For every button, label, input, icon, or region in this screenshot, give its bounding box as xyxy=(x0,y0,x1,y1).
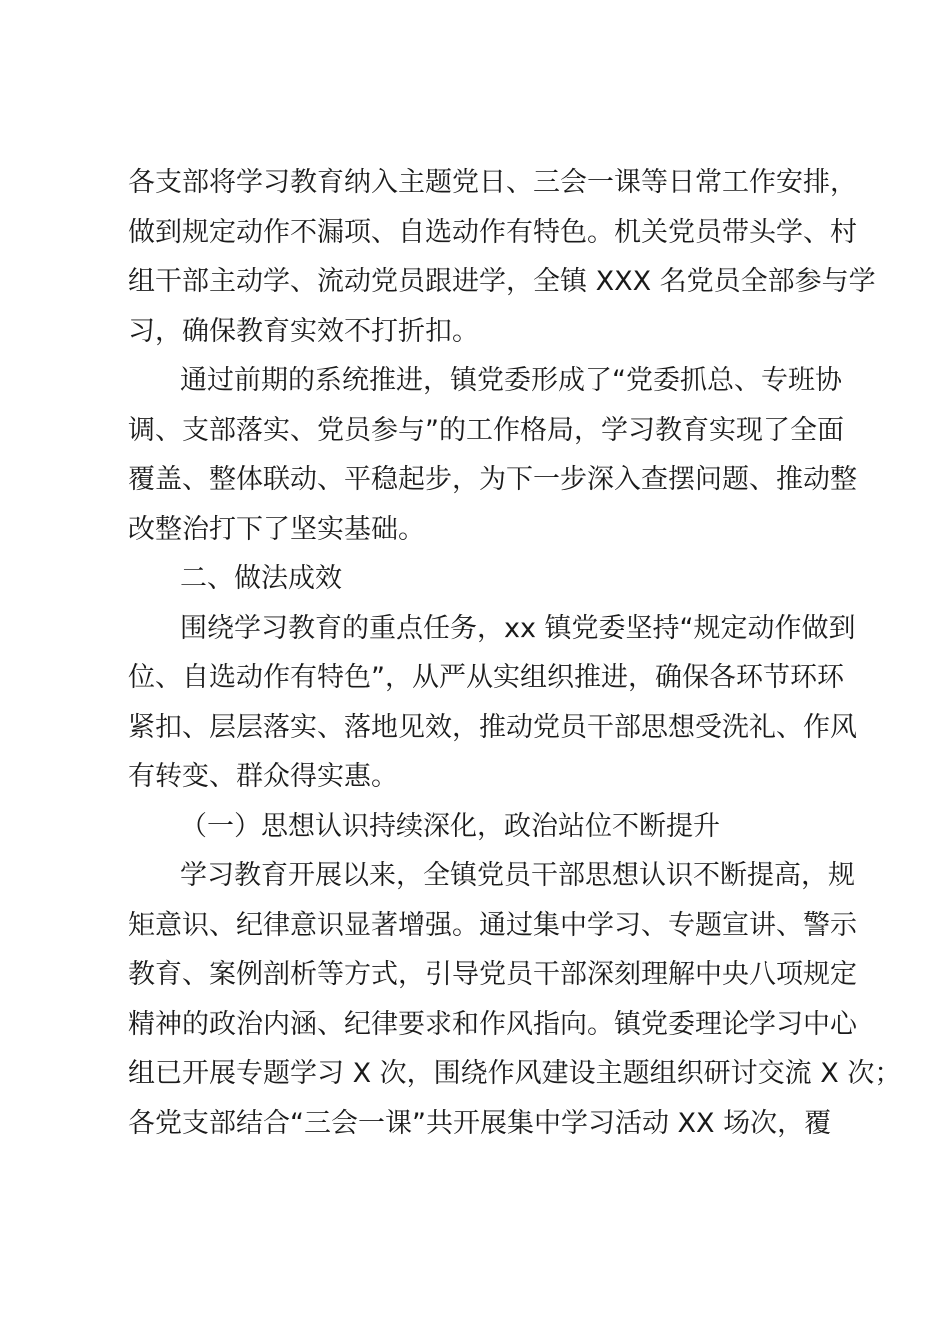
text-line: 精神的政治内涵、纪律要求和作风指向。镇党委理论学习中心 xyxy=(128,1008,857,1040)
text-line: 组已开展专题学习 X 次，围绕作风建设主题组织研讨交流 X 次； xyxy=(128,1058,902,1089)
text-line: 组干部主动学、流动党员跟进学，全镇 XXX 名党员全部参与学 xyxy=(128,266,876,297)
document-page xyxy=(128,158,902,1148)
subsection-heading: （一）思想认识持续深化，政治站位不断提升 xyxy=(180,810,720,842)
text-line: 有转变、群众得实惠。 xyxy=(128,761,398,792)
section-heading: 二、做法成效 xyxy=(180,563,342,594)
paragraph-first-line: 围绕学习教育的重点任务，xx 镇党委坚持“规定动作做到 xyxy=(180,612,856,644)
text-line: 各支部将学习教育纳入主题党日、三会一课等日常工作安排， xyxy=(128,167,857,198)
text-line: 覆盖、整体联动、平稳起步，为下一步深入查摆问题、推动整 xyxy=(128,464,857,495)
paragraph-first-line: 学习教育开展以来，全镇党员干部思想认识不断提高，规 xyxy=(180,860,855,891)
text-line: 习，确保教育实效不打折扣。 xyxy=(128,315,479,347)
text-line: 做到规定动作不漏项、自选动作有特色。机关党员带头学、村 xyxy=(128,216,857,248)
text-line: 位、自选动作有特色”，从严从实组织推进，确保各环节环环 xyxy=(128,662,844,693)
text-line: 教育、案例剖析等方式，引导党员干部深刻理解中央八项规定 xyxy=(128,959,857,990)
text-line: 调、支部落实、党员参与”的工作格局，学习教育实现了全面 xyxy=(128,414,844,446)
text-line: 改整治打下了坚实基础。 xyxy=(128,513,425,545)
text-line: 各党支部结合“三会一课”共开展集中学习活动 XX 场次，覆 xyxy=(128,1107,832,1139)
text-line: 矩意识、纪律意识显著增强。通过集中学习、专题宣讲、警示 xyxy=(128,909,857,941)
paragraph-first-line: 通过前期的系统推进，镇党委形成了“党委抓总、专班协 xyxy=(180,365,842,396)
text-line: 紧扣、层层落实、落地见效，推动党员干部思想受洗礼、作风 xyxy=(128,711,857,743)
